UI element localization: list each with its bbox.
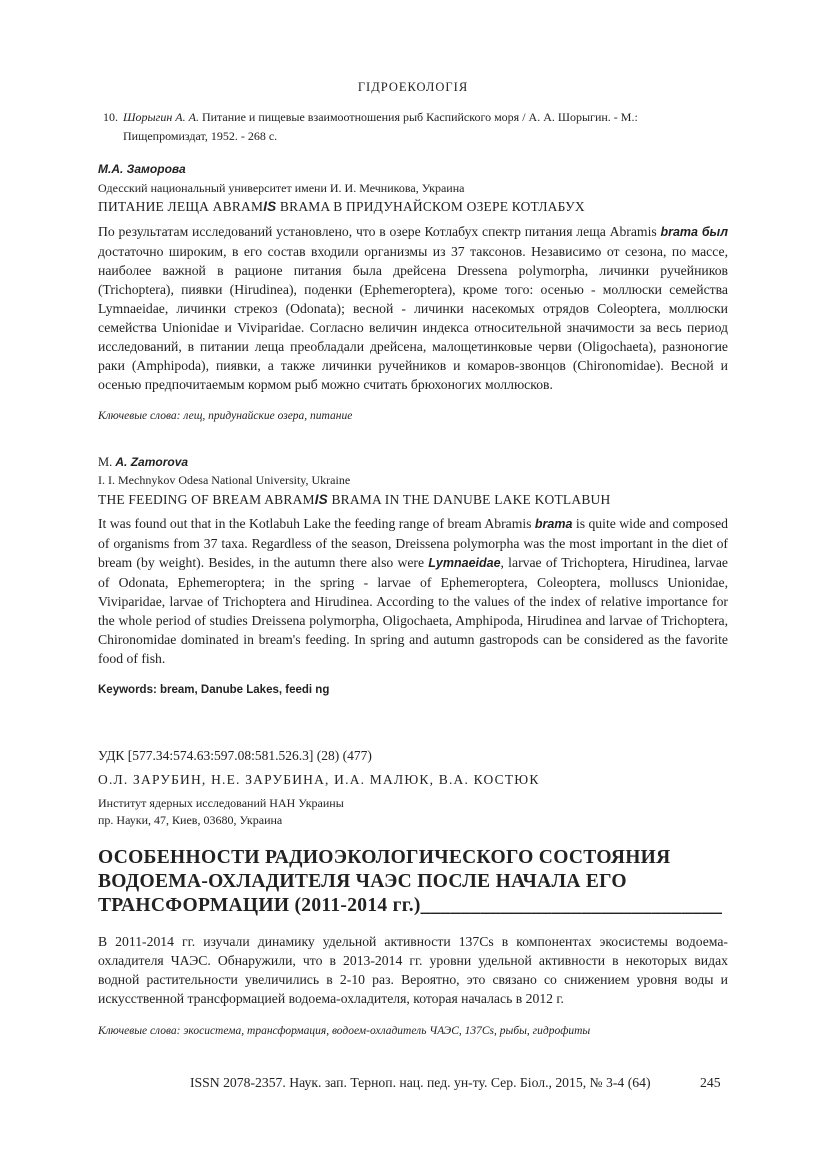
article-en-abstract-b2: Lymnaeidae: [428, 556, 501, 570]
article-ru-title-bold: IS: [263, 199, 277, 214]
article-en-title-post: BRAMA IN THE DANUBE LAKE KOTLABUH: [327, 492, 611, 507]
footer-issn: ISSN 2078-2357. Наук. зап. Терноп. нац. пед. ун-ту. Сер. Біол., 2015, № 3-4 (64): [190, 1075, 651, 1090]
article-en-abstract-p3: , larvae of Trichoptera, Hirudinea, larvae of Odonata, Ephemeroptera; in the spring - larvae of Ephemeroptera, Coleoptera, molluscs Unionidae, Viviparidae, larvae of Trichoptera and Hirudinea. According to the values of the index of relative importance for the whole period of studies Dreissena polymorpha, Oligochaeta, Amphipoda, Hirudinea and larvae of Trichoptera, Chironomidae dominated in bream's feeding. In spring and autumn gastropods can be considered as the favorite food of fish.: [98, 555, 728, 666]
article-en-author-initial: М.: [98, 455, 113, 469]
article-ru-abstract-line1: По результатам исследований установлено, что в озере Котлабух спектр питания леща Abramis: [98, 224, 657, 239]
article3-title-line1: ОСОБЕННОСТИ РАДИОЭКОЛОГИЧЕСКОГО СОСТОЯНИЯ: [98, 847, 671, 868]
article-ru-affiliation: Одесский национальный университет имени И. И. Мечникова, Украина: [98, 181, 465, 195]
article-en-abstract-p2: is quite wide and composed of organisms from 37 taxa. Regardless of the season, Dreissena polymorpha was the most important in the diet of bream (by weight). Besides, in the autumn there also were: [98, 516, 728, 570]
article-ru-title-post: BRAMA В ПРИДУНАЙСКОМ ОЗЕРЕ КОТЛАБУХ: [276, 199, 585, 214]
page-number: 245: [700, 1075, 721, 1090]
reference-item: [103, 108, 733, 146]
article3-address: пр. Науки, 47, Киев, 03680, Украина: [98, 813, 283, 827]
article3-authors: О.Л. ЗАРУБИН, Н.Е. ЗАРУБИНА, И.А. МАЛЮК, В.А. КОСТЮК: [98, 772, 540, 787]
article-en-abstract-p1: It was found out that in the Kotlabuh Lake the feeding range of bream Abramis: [98, 516, 535, 531]
article3-affiliation: Институт ядерных исследований НАН Украины: [98, 796, 344, 810]
article3-udc: УДК [577.34:574.63:597.08:581.526.3] (28) (477): [98, 748, 372, 763]
article3-abstract: В 2011-2014 гг. изучали динамику удельной активности 137Cs в компонентах экосистемы водоема-охладителя ЧАЭС. Обнаружили, что в 2013-2014 гг. уровни удельной активности в некоторых видах водной растительности увеличились в 2-10 раз. Вероятно, это связано со снижением уровня воды и искусственной трансформацией водоема-охладителя, которая началась в 2012 г.: [98, 934, 728, 1006]
article-ru-abstract-bold: brama был: [660, 225, 729, 239]
reference-number: 10.: [103, 110, 118, 124]
article-en-abstract: [98, 514, 728, 668]
article-en-keywords: Keywords: bream, Danube Lakes, feedi ng: [98, 684, 330, 696]
article-ru-title-pre: ПИТАНИЕ ЛЕЩА ABRAM: [98, 199, 264, 214]
article3-title-line3: ТРАНСФОРМАЦИИ (2011-2014 гг.)______________________________: [98, 895, 723, 916]
article-ru-abstract-rest: достаточно широким, в его состав входили организмы из 37 таксонов. Независимо от сезона, по массе, наиболее важной в рационе питания была дрейсена Dressena polymorpha, личинки ручейников (Trichoptera), пиявки (Hirudinea), поденки (Ephemeroptera), кроме того: осенью - моллюски семейства Lymnaeidae, личинки стрекоз (Odonata); весной - личинки насекомых отрядов Coleoptera, моллюски семейства Unionidae и Viviparidae. Согласно величин индекса относительной значимости за весь период исследований, в питании леща преобладали дрейсена, малощетинковые черви (Oligochaeta), разноногие раки (Amphipoda), пиявки, а также личинки ручейников и комаров-звонцов (Chironomidae). Весной и осенью предпочитаемым кормом рыб можно считать брюхоногих моллюсков.: [98, 244, 728, 392]
article-ru-abstract: [98, 222, 728, 394]
page-header: ГІДРОЕКОЛОГІЯ: [357, 80, 469, 94]
article-en-author-name: A. Zamorova: [115, 455, 189, 469]
article-ru-title: [98, 199, 585, 215]
reference-text: Питание и пищевые взаимоотношения рыб Каспийского моря / А. А. Шорыгин. - М.:: [198, 110, 638, 124]
article-en-title-pre: THE FEEDING OF BREAM ABRAM: [98, 492, 315, 507]
article-en-author: [98, 455, 188, 470]
reference-author: Шорыгин А. А.: [123, 110, 199, 124]
article3-title-line2: ВОДОЕМА-ОХЛАДИТЕЛЯ ЧАЭС ПОСЛЕ НАЧАЛА ЕГО: [98, 871, 627, 892]
article-en-affiliation: I. I. Mechnykov Odesa National University, Ukraine: [98, 473, 351, 487]
article-en-title-bold: IS: [314, 492, 328, 507]
reference-publisher: Пищепромиздат, 1952. - 268 с.: [123, 129, 278, 143]
article-en-abstract-b1: brama: [534, 517, 573, 531]
article-ru-author: М.А. Заморова: [98, 162, 186, 176]
article-ru-keywords: Ключевые слова: лещ, придунайские озера, питание: [98, 410, 353, 422]
article3-keywords: Ключевые слова: экосистема, трансформация, водоем-охладитель ЧАЭС, 137Cs, рыбы, гидрофиты: [98, 1025, 591, 1037]
article3-title: [98, 846, 722, 918]
article-en-title: [98, 492, 610, 508]
